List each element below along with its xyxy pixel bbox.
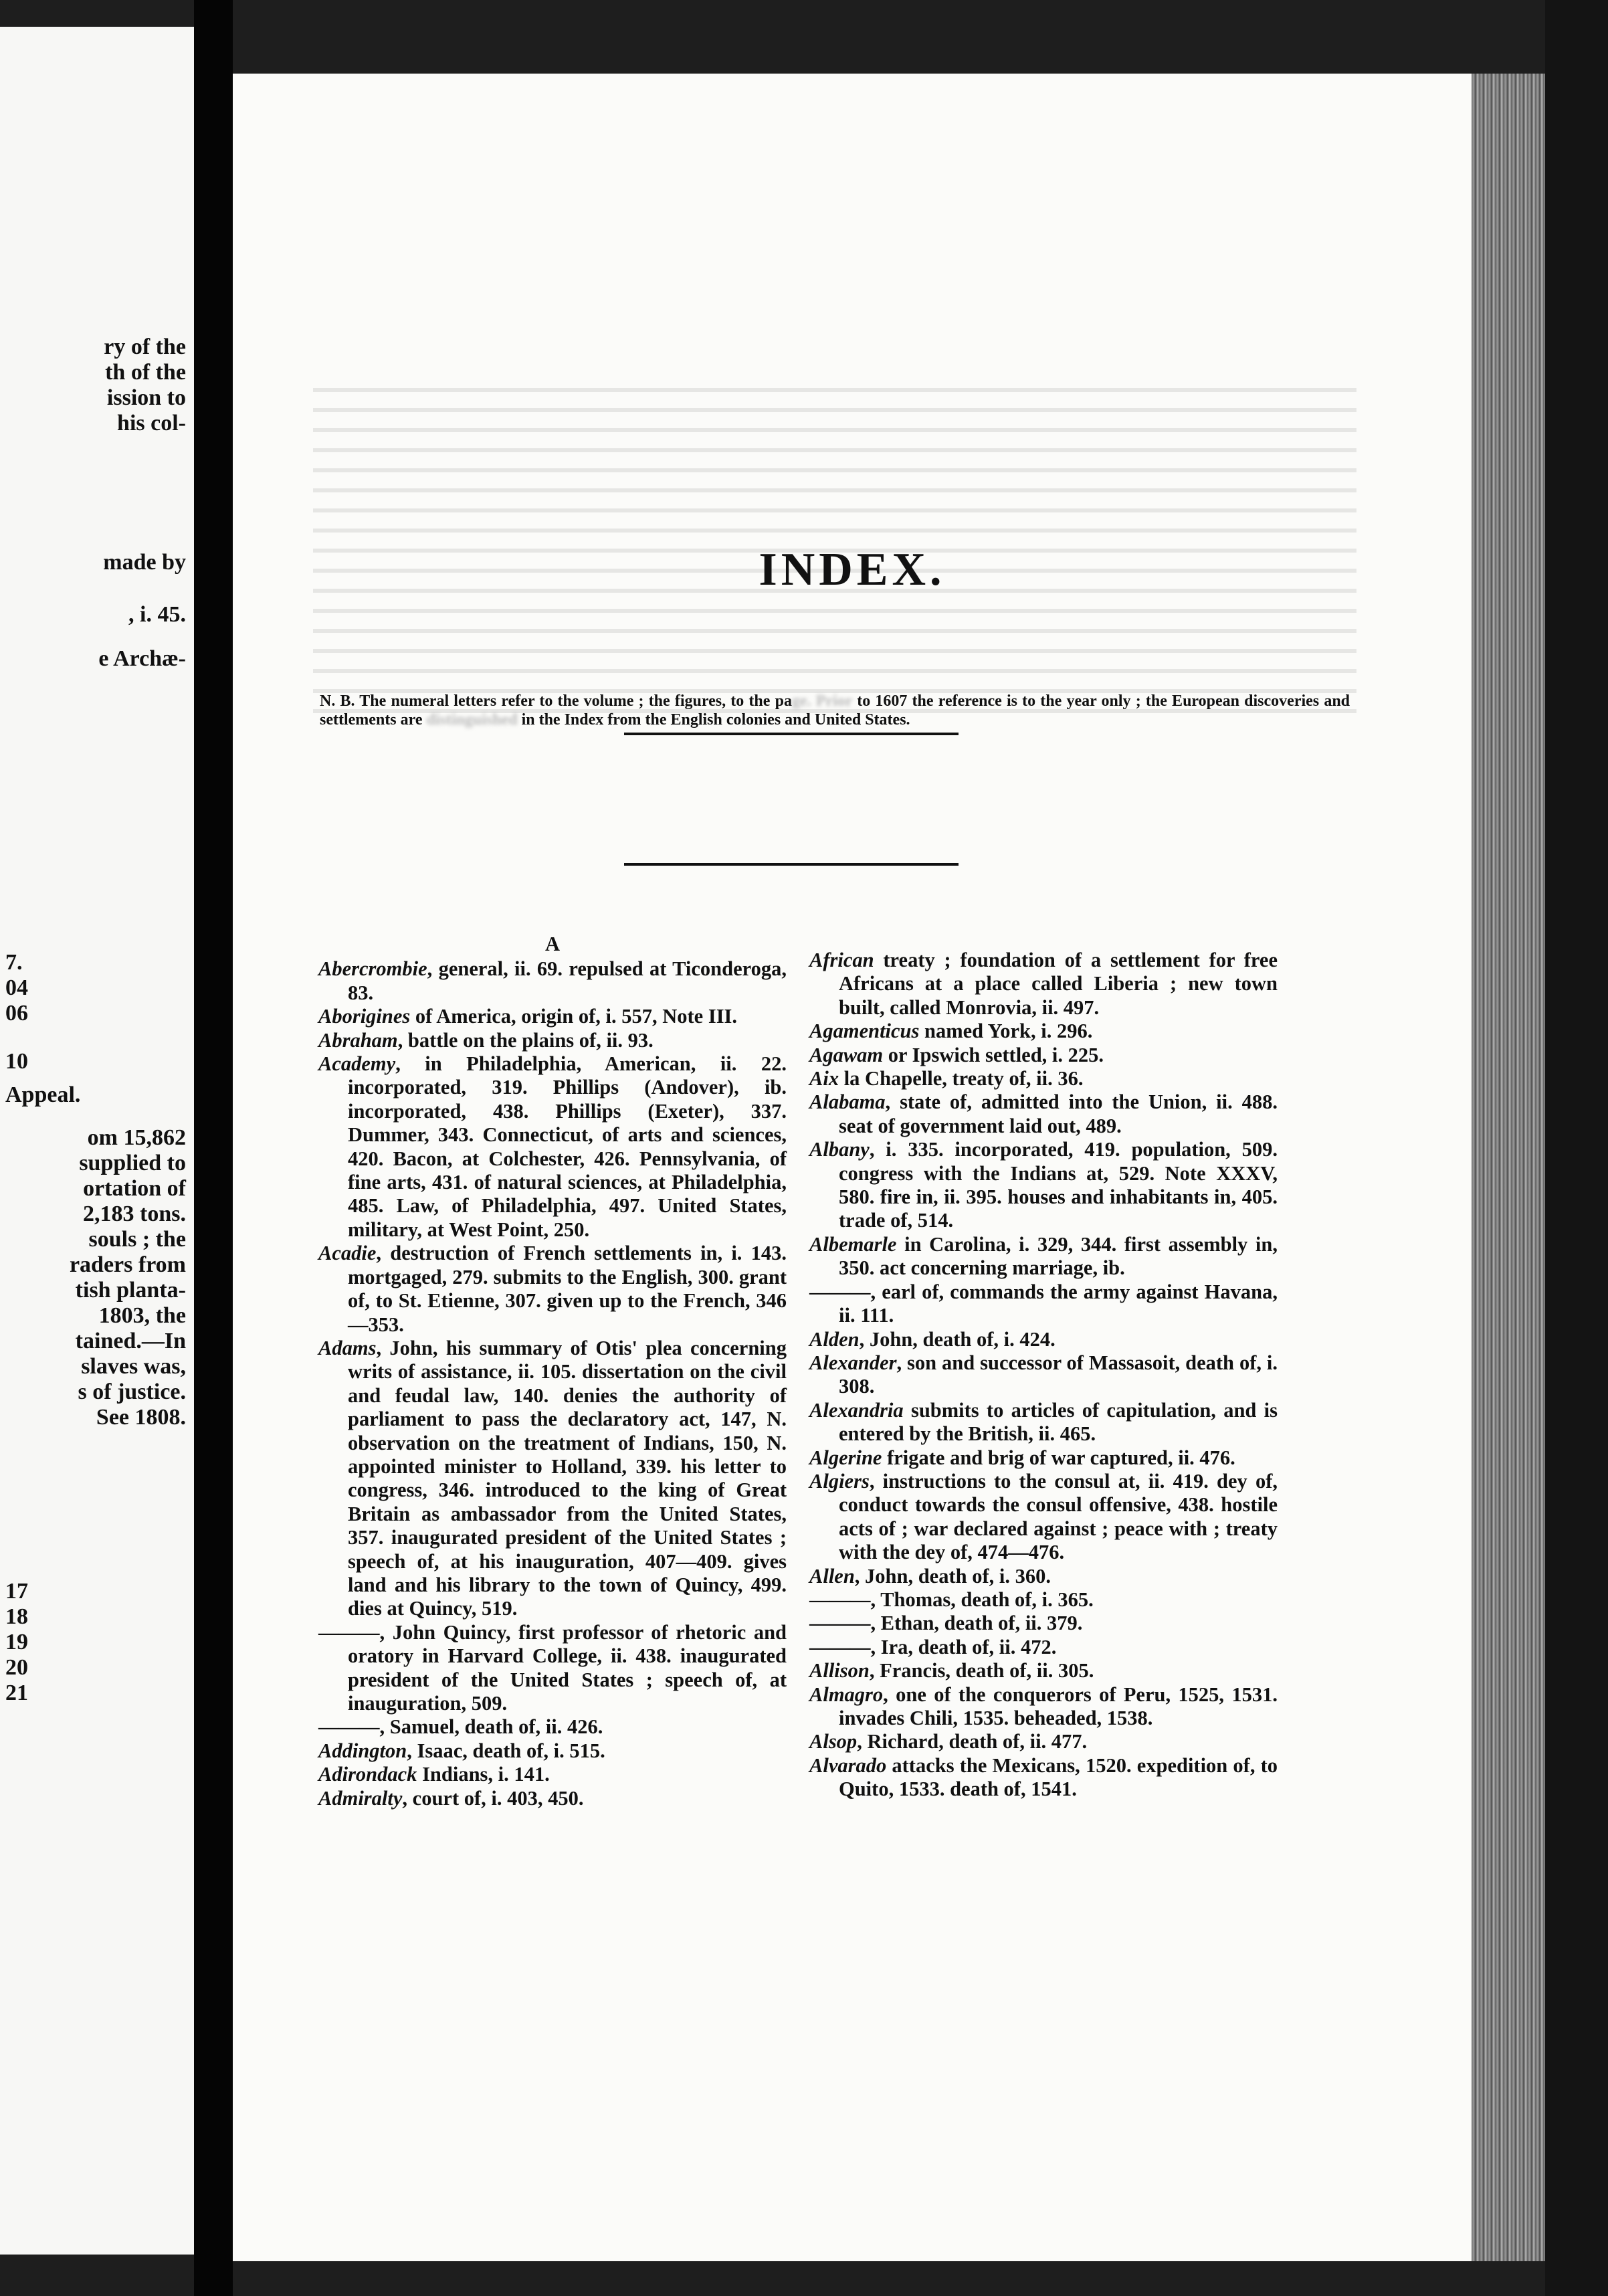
entry-headword: Almagro (809, 1683, 884, 1706)
index-entry (809, 1636, 1278, 1659)
index-entry (809, 1612, 1278, 1635)
index-column-right (809, 949, 1278, 1802)
entry-headword: Allison (809, 1659, 870, 1683)
entry-headword: Albany (809, 1138, 870, 1161)
facing-page-line: 10 (5, 1049, 28, 1074)
section-letter: A (544, 933, 561, 955)
entry-headword: Alexander (809, 1351, 897, 1374)
index-entry (809, 1280, 1278, 1328)
entry-text: attacks the Mexicans, 1520. expedition of, to Quito, 1533. death of, 1541. (839, 1753, 1278, 1801)
entry-text: , son and successor of Massasoit, death of, i. 308. (839, 1351, 1278, 1398)
entry-text: , John, death of, i. 360. (854, 1564, 1051, 1588)
index-entry (318, 1242, 787, 1337)
entry-text: , battle on the plains of, ii. 93. (397, 1028, 654, 1052)
facing-page-line: om 15,862 (87, 1125, 186, 1150)
facing-page-line: 18 (5, 1604, 28, 1629)
index-entry (809, 1730, 1278, 1753)
facing-page-line: tained.—In (75, 1329, 186, 1353)
entry-text: , court of, i. 403, 450. (402, 1786, 584, 1810)
index-entry (318, 1052, 787, 1242)
entry-headword: African (809, 949, 874, 971)
entry-text: in Carolina, i. 329, 344. first assembly in, 350. act concerning marriage, ib. (839, 1232, 1278, 1280)
entry-headword: Alvarado (809, 1753, 887, 1777)
entry-text: ———, Samuel, death of, ii. 426. (318, 1715, 603, 1739)
entry-headword: Agamenticus (809, 1020, 920, 1043)
entry-text: , Richard, death of, ii. 477. (857, 1730, 1088, 1753)
entry-headword: Addington (318, 1739, 407, 1762)
entry-headword: Alabama (809, 1090, 886, 1114)
facing-page-line: Appeal. (5, 1082, 81, 1107)
index-entry (318, 1715, 787, 1739)
entry-text: , general, ii. 69. repulsed at Ticonderoga, 83. (348, 957, 787, 1004)
index-entry (809, 1020, 1278, 1043)
entry-headword: Academy (318, 1052, 396, 1076)
index-entry (318, 1005, 787, 1028)
entry-text: , Francis, death of, ii. 305. (869, 1659, 1094, 1683)
entry-text: frigate and brig of war captured, ii. 476. (882, 1446, 1235, 1469)
entry-text: ———, Ethan, death of, ii. 379. (809, 1612, 1083, 1635)
page-title: INDEX. (759, 544, 946, 595)
entry-headword: Abraham (318, 1028, 398, 1052)
entry-headword: Aborigines (318, 1005, 411, 1028)
entry-text: , John, his summary of Otis' plea concerning writs of assistance, ii. 105. dissertation on the civil and feudal law, 140. denies the authority of parliament to pass the declaratory act, 147, N. observation on the treatment of Indians, 150, N. appointed minister to Holland, 339. his letter to congress, 346. introduced to the king of Great Britain as ambassador from the United States, 357. inaugurated president of the United States ; speech of, at his inauguration, 407—409. gives land and his library to the town of Quincy, 499. dies at Quincy, 519. (348, 1336, 787, 1620)
facing-page-line: See 1808. (96, 1405, 186, 1430)
facing-page-line: supplied to (79, 1151, 186, 1175)
facing-page-line: e Archæ- (98, 646, 186, 671)
entry-headword: Algerine (809, 1446, 882, 1469)
facing-page-line: 19 (5, 1630, 28, 1654)
index-entry (809, 1683, 1278, 1731)
index-entry (809, 1328, 1278, 1351)
entry-text: or Ipswich settled, i. 225. (883, 1043, 1104, 1066)
index-page (233, 74, 1472, 2261)
entry-text: , destruction of French settlements in, i. 143. mortgaged, 279. submits to the English, 300. grant of, to St. Etienne, 307. given up to the French, 346—353. (348, 1242, 787, 1336)
entry-text: Indians, i. 141. (417, 1763, 550, 1786)
page-edges (1472, 74, 1545, 2261)
rule-top (624, 733, 959, 735)
index-entry (809, 1399, 1278, 1446)
entry-headword: Alden (809, 1327, 860, 1351)
index-entry (809, 1090, 1278, 1138)
entry-headword: Alexandria (809, 1398, 904, 1422)
entry-text: , instructions to the consul at, ii. 419. dey of, conduct towards the consul offensive, 438. hostile acts of ; war declared against ; peace with ; treaty with the dey of, 474—476. (839, 1469, 1278, 1564)
entry-text: of America, origin of, i. 557, Note III. (410, 1005, 738, 1028)
facing-page-line: 06 (5, 1001, 28, 1026)
index-entry (809, 1067, 1278, 1090)
index-entry (809, 1565, 1278, 1588)
index-entry (318, 1787, 787, 1810)
index-entry (809, 1138, 1278, 1233)
index-entry (809, 1233, 1278, 1280)
facing-page-line: his col- (117, 411, 186, 436)
entry-text: , Isaac, death of, i. 515. (407, 1739, 605, 1762)
index-entry (809, 1659, 1278, 1683)
entry-headword: Albemarle (809, 1232, 897, 1256)
index-entry (809, 949, 1278, 1020)
rule-bottom (624, 863, 959, 866)
note-start: N. B. The numeral letters refer to the volume ; the figures, to the pa (320, 692, 792, 710)
entry-text: ———, earl of, commands the army against Havana, ii. 111. (809, 1280, 1278, 1327)
entry-headword: Abercrombie (318, 957, 427, 981)
entry-headword: Aix (809, 1067, 839, 1090)
note-blurred-1: ge. Prior (791, 692, 853, 710)
index-entry (318, 1337, 787, 1621)
entry-text: , in Philadelphia, American, ii. 22. incorporated, 319. Phillips (Andover), ib. incorporated, 438. Phillips (Exeter), 337. Dummer, 343. Connecticut, of arts and sciences, 420. Bacon, at Colchester, 426. Pennsylvania, of fine arts, 431. of natural sciences, at Philadelphia, 485. Law, of Philadelphia, 497. United States, military, at West Point, 250. (348, 1052, 787, 1241)
entry-headword: Acadie (318, 1242, 377, 1265)
facing-page-line: 2,183 tons. (83, 1202, 186, 1226)
facing-page-line: 20 (5, 1655, 28, 1680)
note-blurred-2: distinguished (426, 711, 518, 729)
book-gutter (194, 0, 233, 2296)
index-entry (809, 1588, 1278, 1612)
facing-page-line: slaves was, (81, 1354, 186, 1379)
entry-text: , John, death of, i. 424. (859, 1327, 1056, 1351)
facing-page-line: 04 (5, 975, 28, 1000)
index-entry (318, 957, 787, 1005)
facing-page-line: ortation of (83, 1176, 186, 1201)
facing-page-line: raders from (69, 1252, 186, 1277)
facing-page-line: made by (103, 550, 186, 575)
facing-page-line: tish planta- (75, 1278, 186, 1303)
facing-page-line: ission to (106, 385, 186, 410)
entry-text: ———, John Quincy, first professor of rhetoric and oratory in Harvard College, ii. 438. inaugurated president of the United States ; speech of, at inauguration, 509. (318, 1620, 787, 1715)
entry-text: treaty ; foundation of a settlement for free Africans at a place called Liberia ; new town built, called Monrovia, ii. 497. (839, 949, 1278, 1019)
facing-page-line: 21 (5, 1681, 28, 1705)
entry-text: , one of the conquerors of Peru, 1525, 1531. invades Chili, 1535. beheaded, 1538. (839, 1683, 1278, 1729)
entry-text: named York, i. 296. (919, 1020, 1093, 1043)
index-entry (318, 1621, 787, 1716)
facing-page-line: 17 (5, 1579, 28, 1604)
index-column-left (318, 933, 787, 1810)
entry-headword: Admiralty (318, 1786, 403, 1810)
note-end: in the Index from the English colonies and United States. (517, 711, 910, 729)
facing-page-line: souls ; the (88, 1227, 186, 1252)
scan-border (1545, 0, 1608, 2296)
entry-headword: Alsop (809, 1730, 858, 1753)
facing-page-line: ry of the (104, 334, 186, 359)
index-entry (809, 1446, 1278, 1470)
index-entry (318, 1739, 787, 1763)
entry-text: , state of, admitted into the Union, ii. 488. seat of government laid out, 489. (839, 1090, 1278, 1137)
facing-page (0, 27, 194, 2255)
entry-headword: Adams (318, 1336, 377, 1359)
entry-text: la Chapelle, treaty of, ii. 36. (839, 1067, 1084, 1090)
facing-page-line: 7. (5, 950, 23, 975)
facing-page-line: 1803, the (98, 1303, 186, 1328)
entry-text: submits to articles of capitulation, and is entered by the British, ii. 465. (839, 1398, 1278, 1446)
index-entry (809, 1044, 1278, 1067)
index-entry (318, 1029, 787, 1052)
facing-page-line: s of justice. (78, 1379, 186, 1404)
note-mid: to 1607 the reference is to the year only ; the European discoveries and settlements are (320, 692, 1350, 729)
entry-text: , i. 335. incorporated, 419. population, 509. congress with the Indians at, 529. Note XXXV, 580. fire in, ii. 395. houses and inhabitants in, 405. trade of, 514. (839, 1138, 1278, 1232)
entry-text: ———, Ira, death of, ii. 472. (809, 1635, 1057, 1658)
entry-headword: Allen (809, 1564, 855, 1588)
index-entry (809, 1351, 1278, 1399)
entry-headword: Agawam (809, 1043, 884, 1066)
facing-page-line: th of the (105, 360, 186, 385)
index-entry (809, 1470, 1278, 1565)
facing-page-line: , i. 45. (128, 602, 186, 627)
entry-headword: Algiers (809, 1469, 870, 1493)
editorial-note (320, 692, 1350, 729)
index-entry (318, 1763, 787, 1786)
index-entry (809, 1754, 1278, 1802)
entry-headword: Adirondack (318, 1763, 417, 1786)
entry-text: ———, Thomas, death of, i. 365. (809, 1588, 1094, 1611)
